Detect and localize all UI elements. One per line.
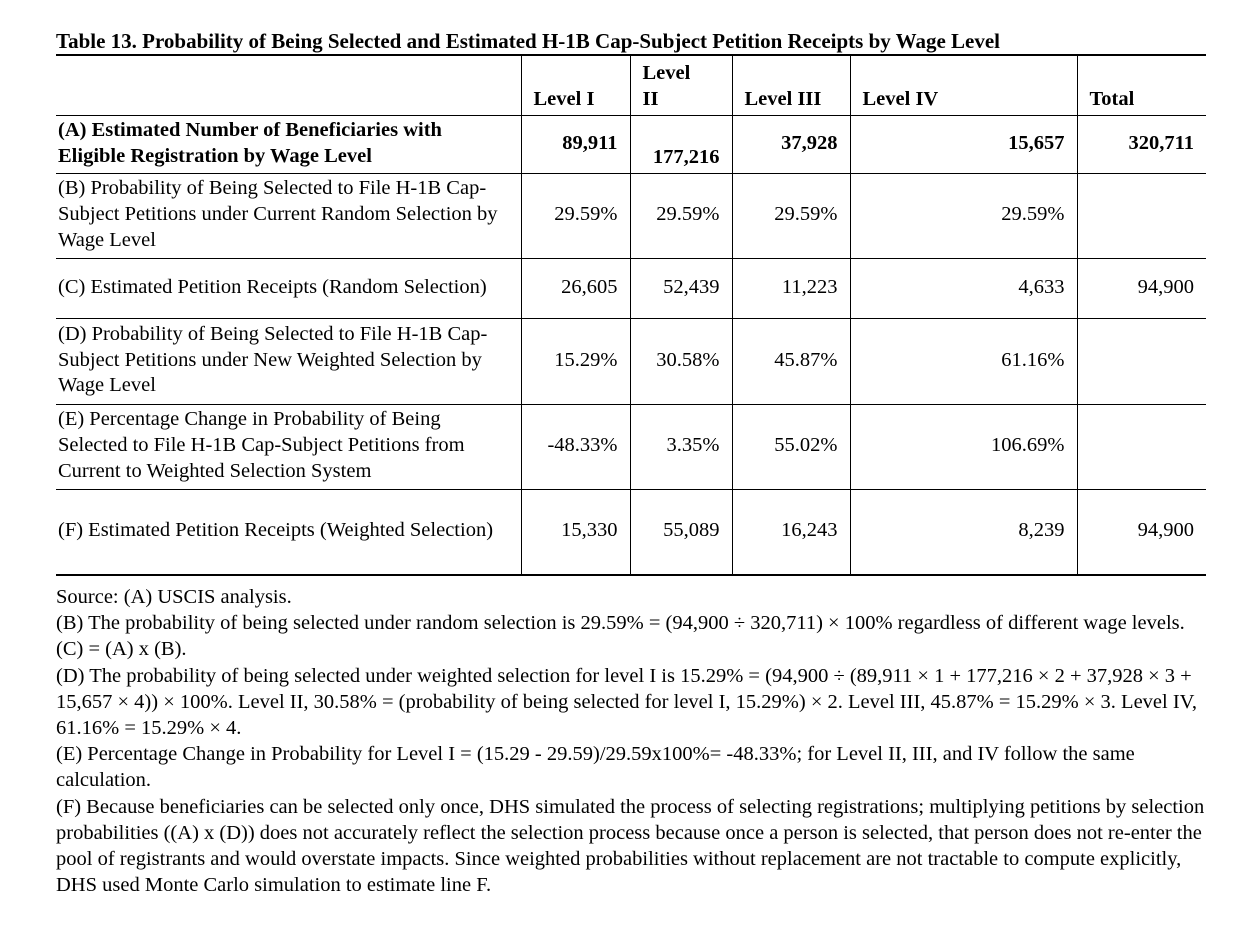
cell-level-4: 8,239 [850,489,1077,575]
table-row [56,318,1206,404]
row-label: (D) Probability of Being Selected to File H-1B Cap-Subject Petitions under New Weighted Selection by Wage Level [56,318,521,404]
cell-level-3: 11,223 [732,258,850,318]
cell-level-2: 55,089 [630,489,732,575]
header-blank [56,55,521,115]
cell-level-4: 106.69% [850,404,1077,489]
note-b: (B) The probability of being selected under random selection is 29.59% = (94,900 ÷ 320,711) × 100% regardless of different wage levels. [56,612,1185,635]
header-total: Total [1077,55,1206,115]
cell-level-2: 29.59% [630,173,732,258]
table-row [56,258,1206,318]
note-source: Source: (A) USCIS analysis. [56,586,292,608]
cell-level-2: 30.58% [630,318,732,404]
cell-total [1077,318,1206,404]
cell-level-4: 61.16% [850,318,1077,404]
row-label: (B) Probability of Being Selected to File H-1B Cap-Subject Petitions under Current Random Selection by Wage Level [56,173,521,258]
cell-level-3: 37,928 [732,115,850,173]
cell-level-1: 29.59% [521,173,630,258]
cell-level-2: 177,216 [630,115,732,173]
cell-level-1: 15,330 [521,489,630,575]
row-label: (C) Estimated Petition Receipts (Random Selection) [56,258,521,318]
cell-total [1077,173,1206,258]
table-notes [56,584,1206,898]
wage-level-table [56,54,1206,576]
table-row [56,404,1206,489]
cell-level-4: 15,657 [850,115,1077,173]
note-e: (E) Percentage Change in Probability for Level I = (15.29 - 29.59)/29.59x100%= -48.33%; for Level II, III, and IV follow the same calculation. [56,743,1135,792]
cell-level-4: 4,633 [850,258,1077,318]
table-title: Table 13. Probability of Being Selected and Estimated H-1B Cap-Subject Petition Receipts by Wage Level [56,29,1001,53]
cell-level-1: -48.33% [521,404,630,489]
cell-total [1077,404,1206,489]
cell-level-2: 52,439 [630,258,732,318]
row-label: (E) Percentage Change in Probability of Being Selected to File H-1B Cap-Subject Petitions from Current to Weighted Selection System [56,404,521,489]
cell-level-1: 15.29% [521,318,630,404]
cell-level-3: 29.59% [732,173,850,258]
cell-level-3: 55.02% [732,404,850,489]
cell-level-3: 16,243 [732,489,850,575]
document-page [56,28,1206,898]
table-row [56,115,1206,173]
row-label: (A) Estimated Number of Beneficiaries with Eligible Registration by Wage Level [56,115,521,173]
cell-level-4: 29.59% [850,173,1077,258]
cell-level-1: 26,605 [521,258,630,318]
row-label: (F) Estimated Petition Receipts (Weighted Selection) [56,489,521,575]
table-row [56,173,1206,258]
cell-total: 94,900 [1077,258,1206,318]
cell-total: 94,900 [1077,489,1206,575]
header-level-3: Level III [732,55,850,115]
header-level-1: Level I [521,55,630,115]
header-level-4: Level IV [850,55,1077,115]
note-c: (C) = (A) x (B). [56,638,187,661]
header-level-2: Level II [630,55,732,115]
cell-total: 320,711 [1077,115,1206,173]
table-row [56,489,1206,575]
cell-level-3: 45.87% [732,318,850,404]
note-d: (D) The probability of being selected under weighted selection for level I is 15.29% = (94,900 ÷ (89,911 × 1 + 177,216 × 2 + 37,928 × 3 + 15,657 × 4)) × 100%. Level II, 30.58% = (probability of being selected for level I, 15.29%) × 2. Level III, 45.87% = 15.29% × 3. Level IV, 61.16% = 15.29% × 4. [56,664,1197,740]
header-row [56,55,1206,115]
cell-level-1: 89,911 [521,115,630,173]
note-f: (F) Because beneficiaries can be selected only once, DHS simulated the process of selecting registrations; multiplying petitions by selection probabilities ((A) x (D)) does not accurately reflect the selection process because once a person is selected, that person does not re-enter the pool of registrants and would overstate impacts. Since weighted probabilities without replacement are not tractable to compute explicitly, DHS used Monte Carlo simulation to estimate line F. [56,795,1205,897]
cell-level-2: 3.35% [630,404,732,489]
